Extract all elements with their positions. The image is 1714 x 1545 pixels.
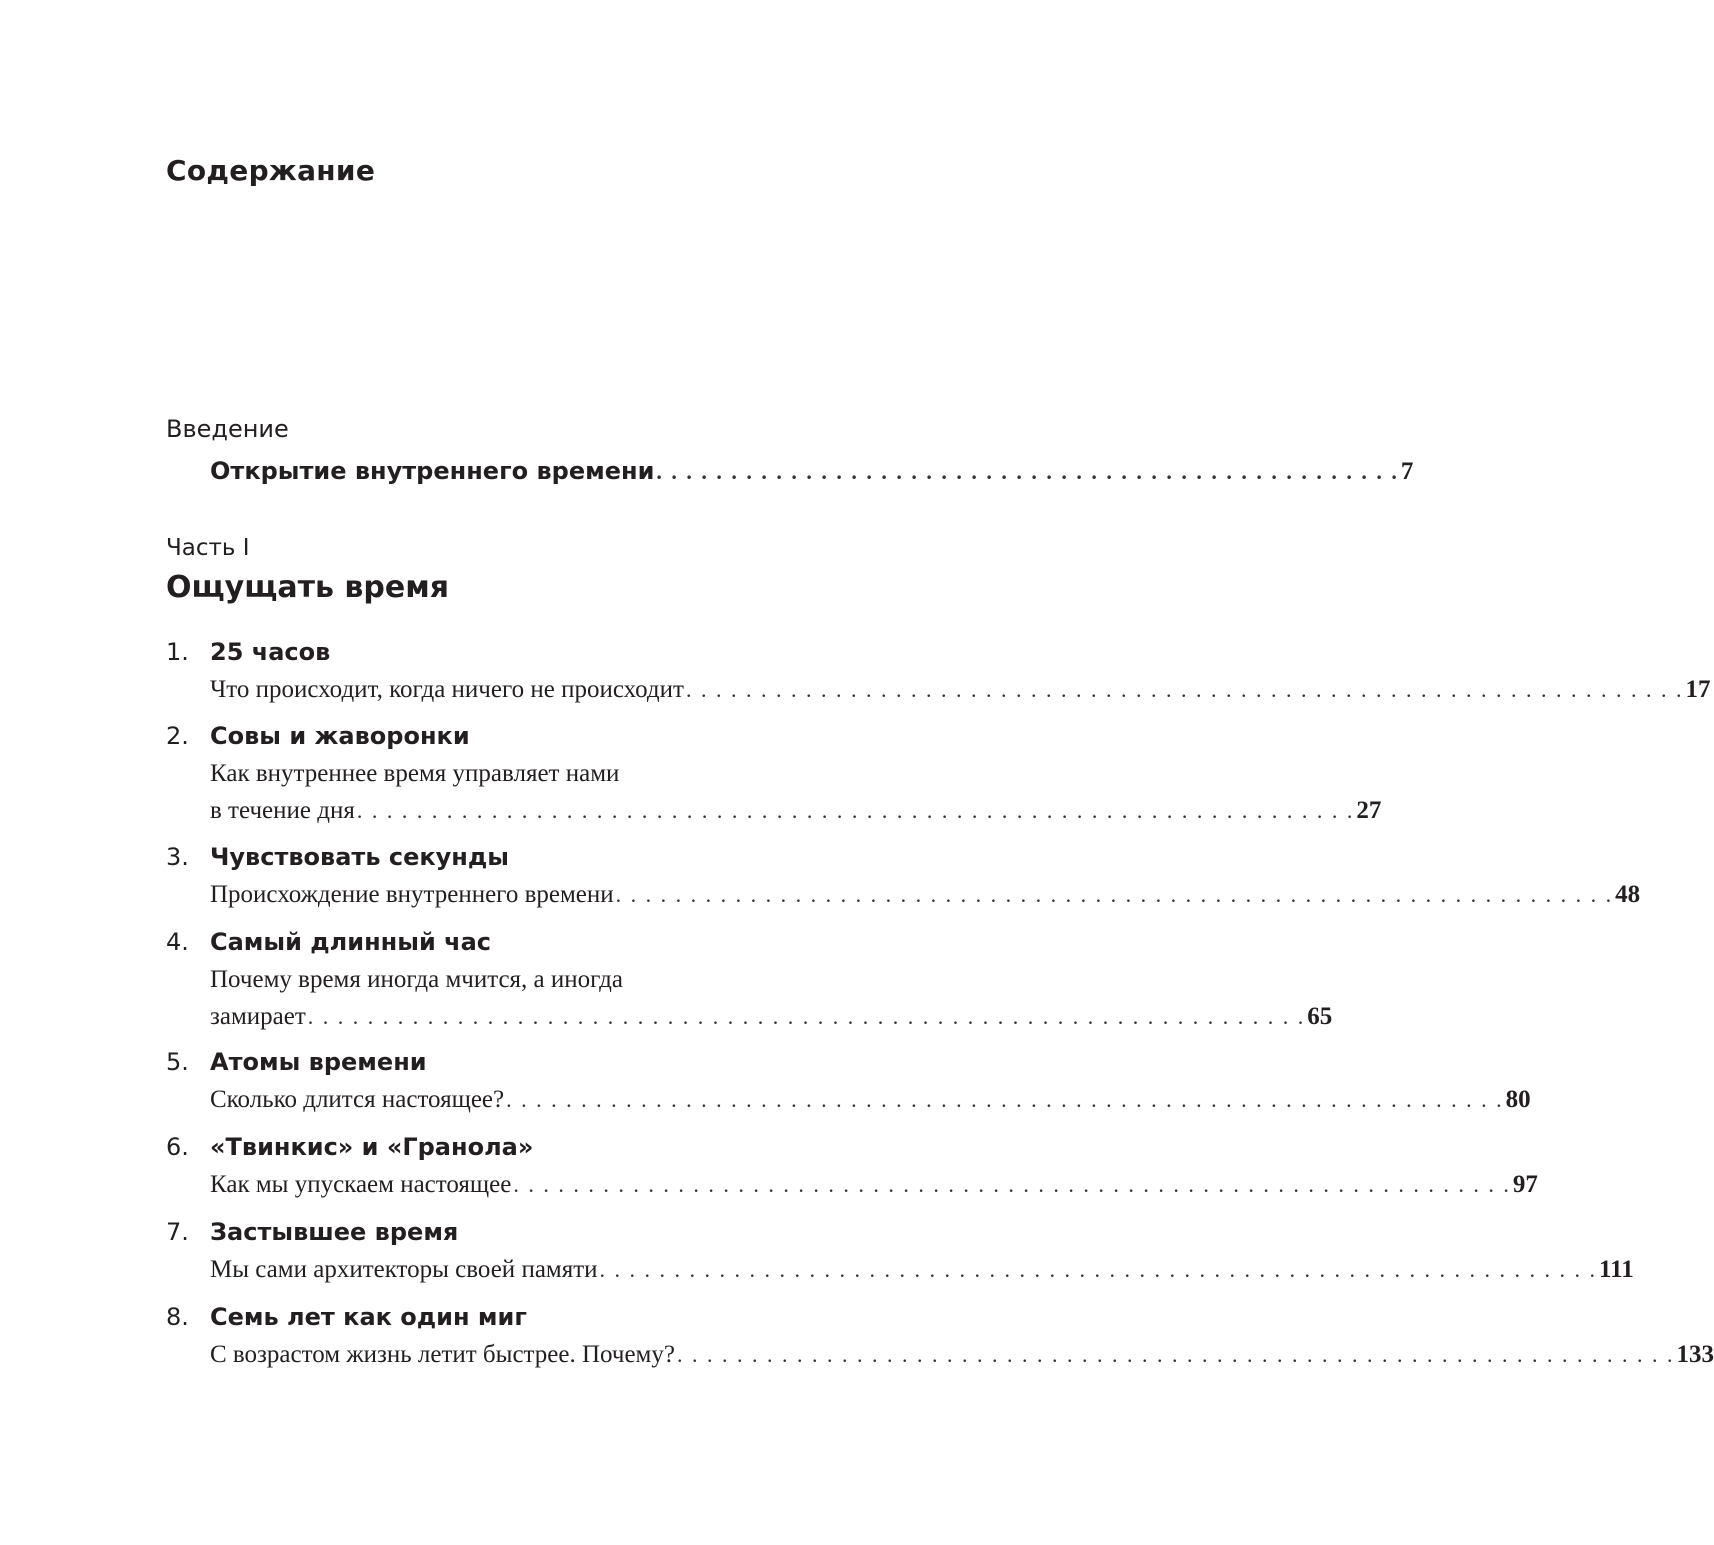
dot-leader: . . . . . . . . . . . . . . . . . . . . . . . . . . . . . . . . . . . . . . . . . . . . . . . . . . . . . . . . . . . . . . . . . . . [615, 882, 1614, 907]
page-number: 133 [1676, 1341, 1714, 1368]
chapter-title[interactable]: Самый длинный час [210, 928, 492, 956]
chapter-entry[interactable] [210, 676, 1711, 704]
chapter-title[interactable]: Застывшее время [210, 1218, 459, 1246]
chapter-number: 1. [166, 638, 189, 666]
chapter-subtitle: замирает [210, 1003, 306, 1030]
chapter-subtitle: Что происходит, когда ничего не происходит [210, 676, 684, 703]
chapter-subtitle: Сколько длится настоящее? [210, 1086, 505, 1113]
chapter-entry[interactable] [210, 1341, 1714, 1369]
chapter-subtitle: Происхождение внутреннего времени [210, 881, 614, 908]
dot-leader: . . . . . . . . . . . . . . . . . . . . . . . . . . . . . . . . . . . . . . . . . . . . . . . . . . . . . . . . . . . . . . . . . . . [685, 677, 1684, 702]
page-number: 27 [1356, 797, 1382, 824]
intro-entry[interactable] [210, 457, 1414, 486]
part-label: Часть I [166, 535, 250, 561]
page-number: 80 [1505, 1086, 1531, 1113]
chapter-title[interactable]: Семь лет как один миг [210, 1303, 527, 1331]
page-number: 111 [1599, 1256, 1634, 1283]
chapter-subtitle-line: Как внутреннее время управляет нами [210, 760, 620, 787]
intro-entry-title: Открытие внутреннего времени [210, 457, 655, 485]
part-title: Ощущать время [166, 570, 450, 605]
chapter-subtitle: Мы сами архитекторы своей памяти [210, 1256, 598, 1283]
page-title: Содержание [166, 154, 376, 187]
dot-leader: . . . . . . . . . . . . . . . . . . . . . . . . . . . . . . . . . . . . . . . . . . . . . . . . . . . . . . . . . . . . . . . . . . . [676, 1342, 1675, 1367]
dot-leader: . . . . . . . . . . . . . . . . . . . . . . . . . . . . . . . . . . . . . . . . . . . . . . . . . . . . . . . . . . . . . . . . . . . [506, 1087, 1504, 1112]
chapter-entry[interactable] [210, 1256, 1634, 1284]
dot-leader: . . . . . . . . . . . . . . . . . . . . . . . . . . . . . . . . . . . . . . . . . . . . . . . . . . . . . . . . . . . . . . . . . . . [307, 1004, 1306, 1029]
chapter-number: 5. [166, 1048, 189, 1076]
chapter-title[interactable]: Атомы времени [210, 1048, 427, 1076]
page-number: 97 [1512, 1171, 1538, 1198]
intro-label: Введение [166, 415, 289, 443]
chapter-entry[interactable] [210, 1086, 1531, 1114]
dot-leader: . . . . . . . . . . . . . . . . . . . . . . . . . . . . . . . . . . . . . . . . . . . . . . . . . . . . . . . . . . . . . . . . . . . [599, 1257, 1598, 1282]
dot-leader: . . . . . . . . . . . . . . . . . . . . . . . . . . . . . . . . . . . . . . . . . . . . . . . . . . . . . . . . . . . . . . . . . . . [513, 1172, 1511, 1197]
chapter-title[interactable]: «Твинкис» и «Гранола» [210, 1133, 534, 1161]
chapter-number: 7. [166, 1218, 189, 1246]
chapter-entry[interactable] [210, 881, 1641, 909]
chapter-number: 4. [166, 928, 189, 956]
chapter-subtitle-line: Почему время иногда мчится, а иногда [210, 966, 623, 993]
dot-leader: . . . . . . . . . . . . . . . . . . . . . . . . . . . . . . . . . . . . . . . . . . . . . . . . . . . . . . . . . . . . . . . . . . . [356, 798, 1355, 823]
intro-page-number: 7 [1400, 458, 1414, 485]
chapter-subtitle: Как мы упускаем настоящее [210, 1171, 512, 1198]
chapter-subtitle: С возрастом жизнь летит быстрее. Почему? [210, 1341, 675, 1368]
chapter-entry[interactable] [210, 1171, 1538, 1199]
chapter-number: 3. [166, 843, 189, 871]
chapter-number: 6. [166, 1133, 189, 1161]
chapter-number: 8. [166, 1303, 189, 1331]
chapter-subtitle: в течение дня [210, 797, 355, 824]
chapter-entry[interactable] [210, 1003, 1333, 1031]
chapter-title[interactable]: 25 часов [210, 638, 331, 666]
page-number: 48 [1615, 881, 1641, 908]
chapter-number: 2. [166, 722, 189, 750]
chapter-title[interactable]: Совы и жаворонки [210, 722, 470, 750]
dot-leader: . . . . . . . . . . . . . . . . . . . . . . . . . . . . . . . . . . . . . . . . . . . . . . . . . . [656, 459, 1399, 484]
chapter-entry[interactable] [210, 797, 1382, 825]
page-number: 65 [1307, 1003, 1333, 1030]
page-number: 17 [1685, 676, 1711, 703]
chapter-title[interactable]: Чувствовать секунды [210, 843, 509, 871]
